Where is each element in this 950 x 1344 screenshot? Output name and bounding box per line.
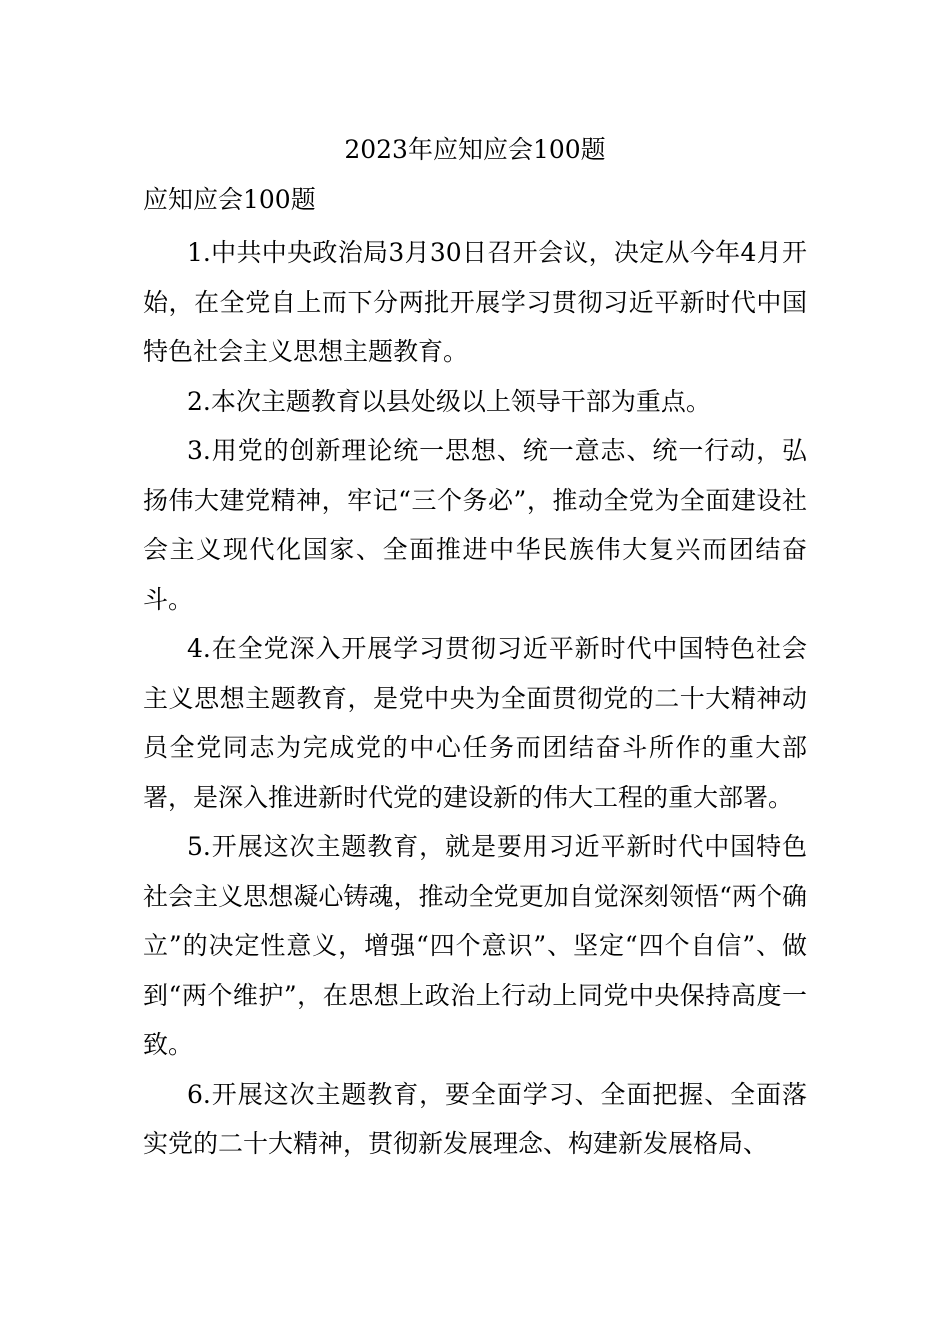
paragraph: 5.开展这次主题教育，就是要用习近平新时代中国特色社会主义思想凝心铸魂，推动全党更加自觉深刻领悟“两个确立”的决定性意义，增强“四个意识”、坚定“四个自信”、做到“两个维护”，在思想上政治上行动上同党中央保持高度一致。 — [143, 832, 807, 1059]
document-body — [143, 228, 807, 1169]
paragraph: 2.本次主题教育以县处级以上领导干部为重点。 — [187, 386, 711, 416]
document-title: 2023年应知应会100题 — [344, 135, 606, 164]
paragraph: 3.用党的创新理论统一思想、统一意志、统一行动，弘扬伟大建党精神，牢记“三个务必”，推动全党为全面建设社会主义现代化国家、全面推进中华民族伟大复兴而团结奋斗。 — [143, 436, 807, 614]
paragraph: 1.中共中央政治局3月30日召开会议，决定从今年4月开始，在全党自上而下分两批开展学习贯彻习近平新时代中国特色社会主义思想主题教育。 — [143, 238, 807, 366]
document-subtitle: 应知应会100题 — [143, 185, 316, 214]
paragraph: 6.开展这次主题教育，要全面学习、全面把握、全面落实党的二十大精神，贯彻新发展理念、构建新发展格局、 — [143, 1079, 807, 1158]
paragraph: 4.在全党深入开展学习贯彻习近平新时代中国特色社会主义思想主题教育，是党中央为全面贯彻党的二十大精神动员全党同志为完成党的中心任务而团结奋斗所作的重大部署，是深入推进新时代党的建设新的伟大工程的重大部署。 — [143, 634, 807, 812]
